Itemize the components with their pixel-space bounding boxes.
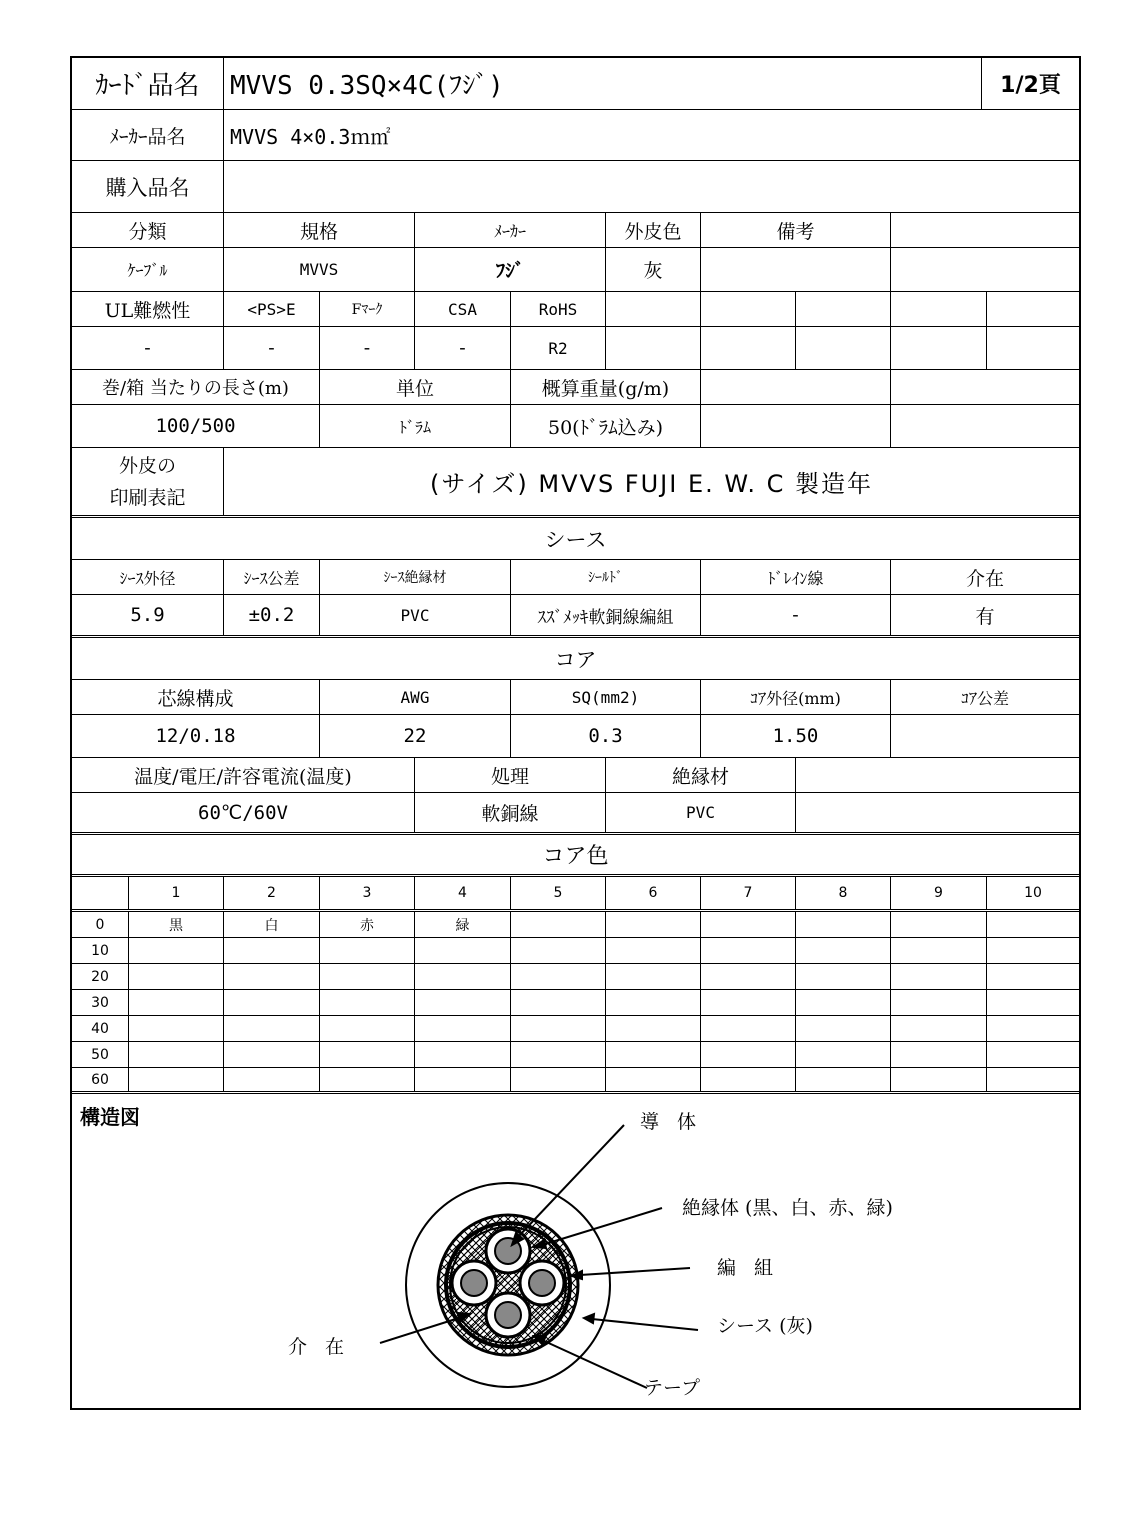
conductor-label: 導 体 — [640, 1111, 703, 1133]
colors-cell — [891, 912, 987, 937]
colors-cell — [701, 938, 796, 963]
colors-cell — [415, 1042, 511, 1067]
card-name-value: MVVS 0.3SQ×4C(ﾌｼﾞ) — [224, 58, 982, 109]
printing-value: (サイズ) MVVS FUJI E. W. C 製造年 — [429, 470, 874, 498]
colors-cell — [415, 964, 511, 989]
spec-blank-value — [891, 248, 1079, 291]
colors-col-9: 9 — [891, 877, 987, 909]
colors-cell — [320, 1016, 415, 1041]
cert-blank-1 — [606, 292, 701, 326]
spec-sheet — [70, 56, 1081, 1410]
filler-header: 介在 — [965, 567, 1004, 590]
standard-header: 規格 — [224, 213, 415, 247]
rohs-value: R2 — [511, 327, 606, 369]
unit-value: ﾄﾞﾗﾑ — [320, 405, 511, 447]
pack-blank-3 — [701, 405, 891, 447]
purchase-name-label: 購入品名 — [72, 161, 224, 212]
sheath-label: シース (灰) — [717, 1315, 813, 1337]
maker-header: ﾒｰｶｰ — [415, 213, 606, 247]
colors-cell — [987, 1042, 1079, 1067]
awg-value: 22 — [320, 715, 511, 757]
colors-cell — [129, 1068, 224, 1091]
pack-blank-1 — [701, 370, 891, 404]
core-title-row — [72, 638, 1079, 680]
colors-cell — [415, 1016, 511, 1041]
colors-row — [72, 990, 1079, 1016]
colors-title-row — [72, 835, 1079, 877]
colors-row-label: 50 — [72, 1042, 129, 1067]
colors-cell — [796, 912, 891, 937]
colors-cell — [891, 1068, 987, 1091]
cert-blank-9 — [891, 327, 987, 369]
card-name-row — [72, 58, 1079, 110]
colors-cell — [606, 912, 701, 937]
maker-name-row — [72, 110, 1079, 161]
unit-header: 単位 — [320, 370, 511, 404]
colors-cell — [224, 1042, 320, 1067]
ul-header: UL難燃性 — [72, 292, 224, 326]
rating-value-row — [72, 793, 1079, 835]
cable-cross-section — [72, 1095, 1079, 1408]
color-header: 外皮色 — [606, 213, 701, 247]
colors-cell — [796, 964, 891, 989]
cert-blank-4 — [891, 292, 987, 326]
note-value — [701, 248, 891, 291]
colors-cell — [891, 1016, 987, 1041]
insulation-header: 絶縁材 — [606, 758, 796, 792]
cert-blank-5 — [987, 292, 1079, 326]
colors-cell — [891, 938, 987, 963]
rohs-header: RoHS — [511, 292, 606, 326]
colors-col-1: 1 — [129, 877, 224, 909]
colors-row-label: 20 — [72, 964, 129, 989]
maker-value: ﾌｼﾞ — [415, 248, 606, 291]
colors-row — [72, 964, 1079, 990]
colors-col-10: 10 — [1024, 885, 1042, 901]
colors-cell — [796, 938, 891, 963]
colors-cell — [987, 990, 1079, 1015]
colors-cell — [224, 1068, 320, 1091]
rating-header: 温度/電圧/許容電流(温度) — [72, 758, 415, 792]
shield-header: ｼｰﾙﾄﾞ — [511, 560, 701, 594]
pse-value: - — [224, 327, 320, 369]
colors-cell — [129, 990, 224, 1015]
colors-cell — [701, 912, 796, 937]
colors-row — [72, 912, 1079, 938]
tape-label: テープ — [644, 1377, 701, 1399]
sheath-title-row — [72, 518, 1079, 560]
treatment-value: 軟銅線 — [415, 793, 606, 832]
colors-cell — [415, 1068, 511, 1091]
cert-blank-7 — [701, 327, 796, 369]
core-value-row — [72, 715, 1079, 758]
colors-cell — [606, 964, 701, 989]
sq-header: SQ(mm2) — [511, 680, 701, 714]
colors-cell — [511, 1042, 606, 1067]
pack-header-row — [72, 370, 1079, 405]
colors-cell — [891, 964, 987, 989]
pack-blank-4 — [891, 405, 1079, 447]
class-value: ｹｰﾌﾞﾙ — [72, 248, 224, 291]
colors-cell — [891, 990, 987, 1015]
colors-cell — [796, 1016, 891, 1041]
colors-cell — [701, 964, 796, 989]
awg-header: AWG — [320, 680, 511, 714]
core-comp-value: 12/0.18 — [72, 715, 320, 757]
standard-value: MVVS — [224, 248, 415, 291]
structure-heading: 構造図 — [80, 1105, 140, 1129]
colors-row — [72, 938, 1079, 964]
cert-value-row — [72, 327, 1079, 370]
colors-cell — [224, 990, 320, 1015]
colors-cell — [320, 1042, 415, 1067]
cert-blank-3 — [796, 292, 891, 326]
colors-row-label: 60 — [72, 1068, 129, 1091]
colors-col-4: 4 — [415, 877, 511, 909]
colors-cell — [606, 1042, 701, 1067]
colors-cell: 白 — [224, 912, 320, 937]
colors-cell — [796, 990, 891, 1015]
colors-cell — [511, 1068, 606, 1091]
rating-blank-1 — [796, 758, 1079, 792]
ul-value: - — [72, 327, 224, 369]
drain-value: - — [701, 595, 891, 635]
colors-cell — [224, 1016, 320, 1041]
sheath-tol-header: ｼｰｽ公差 — [224, 560, 320, 594]
class-header: 分類 — [72, 213, 224, 247]
shield-value: ｽｽﾞﾒｯｷ軟銅線編組 — [511, 595, 701, 635]
cert-blank-10 — [987, 327, 1079, 369]
colors-cell — [224, 938, 320, 963]
colors-cell — [320, 1068, 415, 1091]
colors-cell — [987, 1068, 1079, 1091]
colors-cell — [511, 964, 606, 989]
printing-label — [72, 448, 224, 515]
colors-cell — [606, 938, 701, 963]
filler-value: 有 — [975, 605, 995, 628]
colors-col-2: 2 — [224, 877, 320, 909]
sheath-mat-value: PVC — [320, 595, 511, 635]
length-header: 巻/箱 当たりの長さ(m) — [72, 370, 320, 404]
weight-value: 50(ﾄﾞﾗﾑ込み) — [511, 405, 701, 447]
f-mark-value: - — [320, 327, 415, 369]
colors-col-3: 3 — [320, 877, 415, 909]
core-od-value: 1.50 — [701, 715, 891, 757]
filler-label: 介 在 — [288, 1336, 351, 1358]
colors-row-label: 0 — [72, 912, 129, 937]
spec-blank-header — [891, 213, 1079, 247]
colors-col-8: 8 — [796, 877, 891, 909]
colors-header-row — [72, 877, 1079, 912]
sheath-tol-value: ±0.2 — [224, 595, 320, 635]
conductor-2 — [461, 1270, 487, 1296]
colors-row-label: 30 — [72, 990, 129, 1015]
purchase-name-row — [72, 161, 1079, 213]
colors-cell — [129, 1042, 224, 1067]
sheath-od-value: 5.9 — [72, 595, 224, 635]
colors-cell — [320, 964, 415, 989]
colors-row-label: 10 — [72, 938, 129, 963]
colors-cell — [891, 1042, 987, 1067]
note-header: 備考 — [701, 213, 891, 247]
colors-cell — [606, 990, 701, 1015]
colors-cell — [415, 990, 511, 1015]
colors-cell — [415, 938, 511, 963]
colors-col-7: 7 — [701, 877, 796, 909]
drain-header: ﾄﾞﾚｲﾝ線 — [701, 560, 891, 594]
sq-value: 0.3 — [511, 715, 701, 757]
colors-row — [72, 1068, 1079, 1094]
colors-cell — [606, 1068, 701, 1091]
colors-cell — [796, 1068, 891, 1091]
colors-cell: 黒 — [129, 912, 224, 937]
sheath-value-row — [72, 595, 1079, 638]
colors-cell — [511, 912, 606, 937]
printing-label-line-1: 外皮の — [118, 454, 176, 477]
f-mark-header: Fﾏｰｸ — [320, 292, 415, 326]
insulation-value: PVC — [606, 793, 796, 832]
card-name-label: ｶｰﾄﾞ品名 — [72, 58, 224, 109]
rating-value: 60℃/60V — [72, 793, 415, 832]
colors-cell — [320, 938, 415, 963]
printing-row — [72, 448, 1079, 518]
rating-header-row — [72, 758, 1079, 793]
core-od-header: ｺｱ外径(mm) — [701, 680, 891, 714]
colors-cell — [129, 1016, 224, 1041]
colors-cell — [987, 938, 1079, 963]
colors-cell — [701, 1042, 796, 1067]
color-value: 灰 — [606, 248, 701, 291]
colors-cell — [224, 964, 320, 989]
colors-corner — [72, 877, 129, 909]
sheath-od-header: ｼｰｽ外径 — [72, 560, 224, 594]
core-tol-header: ｺｱ公差 — [960, 688, 1009, 708]
cert-header-row — [72, 292, 1079, 327]
printing-label-line-2: 印刷表記 — [109, 486, 186, 509]
maker-name-value: MVVS 4×0.3ｍ㎡ — [230, 124, 391, 149]
colors-cell — [129, 964, 224, 989]
sheath-header-row — [72, 560, 1079, 595]
sheath-mat-header: ｼｰｽ絶縁材 — [320, 560, 511, 594]
core-tol-value — [891, 715, 1079, 757]
treatment-header: 処理 — [415, 758, 606, 792]
colors-col-6: 6 — [606, 877, 701, 909]
cert-blank-8 — [796, 327, 891, 369]
insulation-label: 絶縁体 (黒、白、赤、緑) — [682, 1197, 893, 1219]
weight-header: 概算重量(g/m) — [511, 370, 701, 404]
braid-label: 編 組 — [717, 1257, 780, 1279]
colors-cell — [606, 1016, 701, 1041]
core-title: コア — [554, 647, 597, 672]
spec-value-row — [72, 248, 1079, 292]
pse-header: <PS>E — [224, 292, 320, 326]
cert-blank-6 — [606, 327, 701, 369]
colors-cell — [320, 990, 415, 1015]
colors-cell — [987, 912, 1079, 937]
pack-value-row — [72, 405, 1079, 448]
colors-cell — [987, 964, 1079, 989]
sheath-title: シース — [544, 527, 607, 552]
conductor-3 — [529, 1270, 555, 1296]
colors-row — [72, 1042, 1079, 1068]
colors-col-5: 5 — [511, 877, 606, 909]
spec-header-row — [72, 213, 1079, 248]
cert-blank-2 — [701, 292, 796, 326]
conductor-4 — [495, 1302, 521, 1328]
maker-name-label: ﾒｰｶｰ品名 — [72, 110, 224, 160]
colors-cell — [701, 1016, 796, 1041]
csa-header: CSA — [415, 292, 511, 326]
structure-diagram — [72, 1095, 1079, 1408]
colors-cell — [796, 1042, 891, 1067]
pack-blank-2 — [891, 370, 1079, 404]
colors-cell: 赤 — [320, 912, 415, 937]
colors-cell — [701, 990, 796, 1015]
colors-cell — [987, 1016, 1079, 1041]
colors-row — [72, 1016, 1079, 1042]
purchase-name-value — [224, 161, 1079, 212]
rating-blank-2 — [796, 793, 1079, 832]
page-number: 1/2頁 — [1000, 73, 1061, 98]
colors-cell: 緑 — [415, 912, 511, 937]
csa-value: - — [415, 327, 511, 369]
colors-title: コア色 — [542, 844, 609, 869]
colors-cell — [511, 990, 606, 1015]
colors-cell — [129, 938, 224, 963]
colors-cell — [511, 1016, 606, 1041]
colors-cell — [511, 938, 606, 963]
core-header-row — [72, 680, 1079, 715]
length-value: 100/500 — [72, 405, 320, 447]
colors-row-label: 40 — [72, 1016, 129, 1041]
core-comp-header: 芯線構成 — [72, 680, 320, 714]
colors-cell — [701, 1068, 796, 1091]
